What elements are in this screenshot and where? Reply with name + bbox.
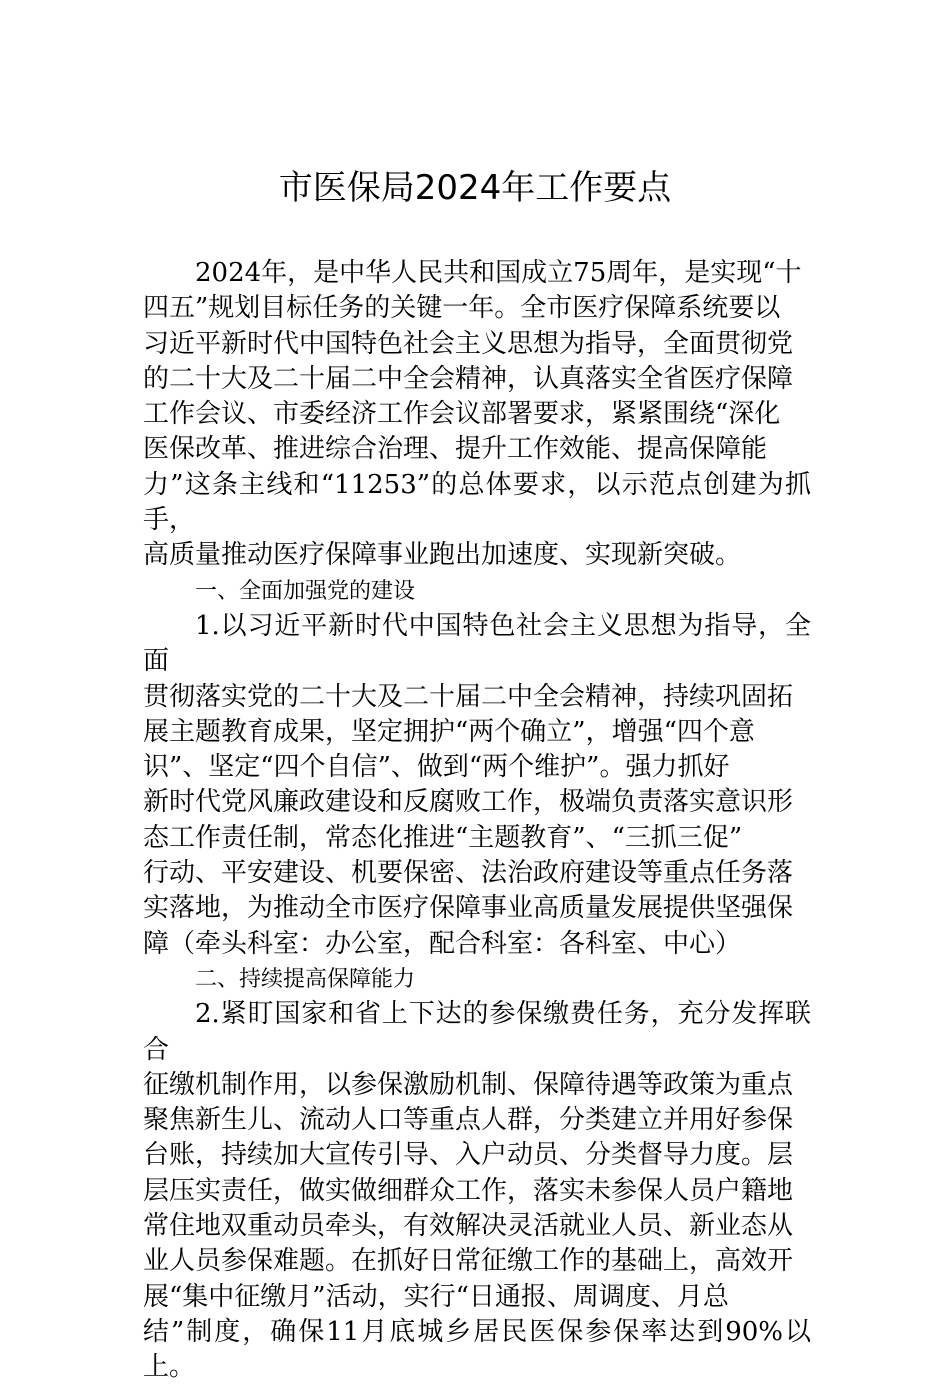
section-paragraph-security-capacity: 2.紧盯国家和省上下达的参保缴费任务，充分发挥联合 征缴机制作用，以参保激励机制、保障待遇等政策为重点 聚焦新生儿、流动人口等重点人群，分类建立并用好参保 台账，持续加大宣传引导、入户动员、分类督导力度。层 层压实责任，做实做细群众工作，落实未参保人员户籍地 常住地双重动员牵头，有效解决灵活就业人员、新业态从 业人员参保难题。在抓好日常征缴工作的基础上，高效开 展“集中征缴月”活动，实行“日通报、周调度、月总 结”制度，确保11月底城乡居民医保参保率达到90%以上。 bbox=[143, 999, 811, 1383]
intro-paragraph: 2024年，是中华人民共和国成立75周年，是实现“十 四五”规划目标任务的关键一年。全市医疗保障系统要以 习近平新时代中国特色社会主义思想为指导，全面贯彻党 的二十大及二十届二中全会精神，认真落实全省医疗保障 工作会议、市委经济工作会议部署要求，紧紧围绕“深化 医保改革、推进综合治理、提升工作效能、提高保障能 力”这条主线和“11253”的总体要求，以示范点创建为抓手， 高质量推动医疗保障事业跑出加速度、实现新突破。 bbox=[143, 258, 811, 571]
section-paragraph-party-building: 1.以习近平新时代中国特色社会主义思想为指导，全面 贯彻落实党的二十大及二十届二中全会精神，持续巩固拓 展主题教育成果，坚定拥护“两个确立”，增强“四个意 识”、坚定“四个自信”、做到“两个维护”。强力抓好 新时代党风廉政建设和反腐败工作，极端负责落实意识形 态工作责任制，常态化推进“主题教育”、“三抓三促” 行动、平安建设、机要保密、法治政府建设等重点任务落 实落地，为推动全市医疗保障事业高质量发展提供坚强保 障（牵头科室：办公室，配合科室：各科室、中心） bbox=[143, 610, 811, 959]
page-title: 市医保局2024年工作要点 bbox=[278, 168, 672, 208]
section-heading-security-capacity: 二、持续提高保障能力 bbox=[195, 966, 416, 992]
document-body bbox=[143, 256, 811, 1386]
section-heading-party-building: 一、全面加强党的建设 bbox=[195, 578, 416, 604]
